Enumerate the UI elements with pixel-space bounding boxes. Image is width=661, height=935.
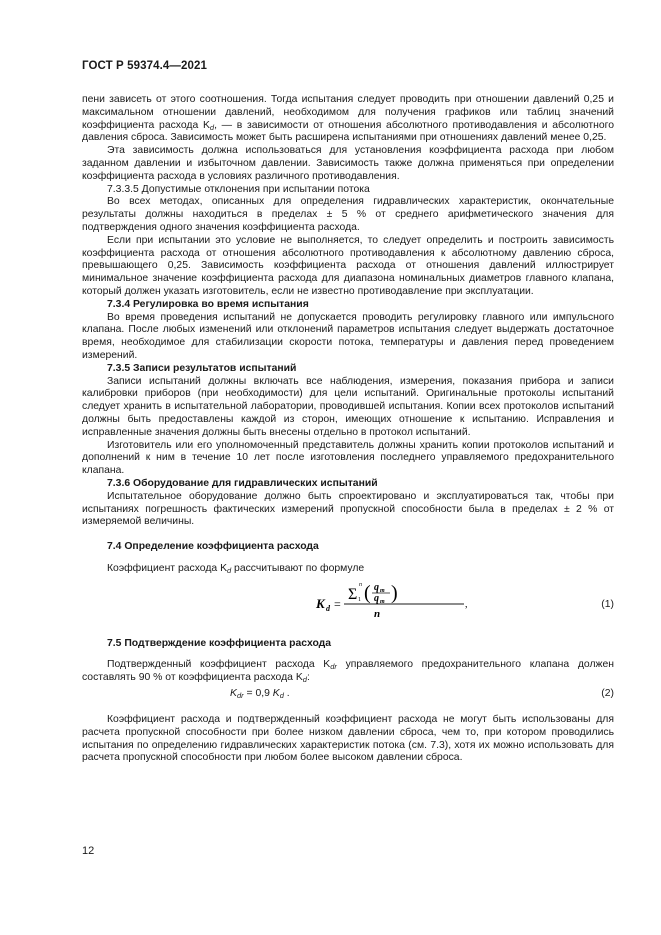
formula-lhs: K xyxy=(316,595,325,611)
section-7-3-3-5-paragraph-1: Во всех методах, описанных для определения гидравлических характеристик, окончательные результаты должны находиться в пределах ± 5 % от среднего арифметического значения для подтверждения одного значения коэффициента расхода. xyxy=(82,196,614,233)
formula-numerator: q xyxy=(374,581,379,593)
section-7-3-6-paragraph-1: Испытательное оборудование должно быть спроектировано и эксплуатироваться так, чтобы при испытаниях погрешность фактических измерений пропускной способности была в пределах ± 2 % от измеряемой величины. xyxy=(82,490,614,528)
equation-number-1: (1) xyxy=(601,598,614,610)
formula-paren-close: ) xyxy=(391,581,398,604)
section-7-3-3-5-paragraph-2: Если при испытании это условие не выполняется, то следует определить и построить зависимость коэффициента расхода от отношения абсолютного противодавления к абсолютному давлению сброса, превышающего 0,25. Зависимость коэффициента расхода от отношения давлений иллюстрирует минимальное значение коэффициента расхода для диапазона номинальных диаметров главного клапана, который должен указать изготовитель, если не известно противодавление при эксплуатации. xyxy=(82,234,614,297)
formula-2 xyxy=(82,688,614,705)
section-7-5-paragraph-2: Коэффициент расхода и подтвержденный коэффициент расхода не могут быть использованы для расчета пропускной способности при более низком давлении сброса, чем то, при котором проводились испытания по определению гидравлических характеристик потока (см. 7.3), хотя их можно использовать для расчета пропускной способности при любом более высоком давлении сброса. xyxy=(82,714,614,764)
formula-trailing-comma: , xyxy=(465,598,468,610)
equation-number-2: (2) xyxy=(601,688,614,700)
section-7-5-title: 7.5 Подтверждение коэффициента расхода xyxy=(107,637,332,649)
document-header: ГОСТ Р 59374.4—2021 xyxy=(82,60,207,72)
formula-2-text: $K_{dr} = 0,9$ $K_d$ . xyxy=(230,688,290,701)
intro-paragraph-2: Эта зависимость должна использоваться для установления коэффициента расхода при любом заданном давлении и избыточном давлении. Зависимость также должна применяться при определении коэффициента расхода в условиях различного противодавления. xyxy=(82,145,614,182)
formula-1-graphic xyxy=(314,578,474,626)
formula-sum-to: n xyxy=(359,581,362,588)
section-7-5-paragraph-1: Подтвержденный коэффициент расхода $K_{dr}$ управляемого предохранительного клапана должен составлять 90 % от коэффициента расхода $K_d$: xyxy=(82,659,614,685)
section-7-3-5-title: 7.3.5 Записи результатов испытаний xyxy=(107,362,297,374)
formula-denominator: q xyxy=(374,592,379,604)
formula-numerator-sub: m xyxy=(380,587,385,594)
page-number: 12 xyxy=(82,845,95,857)
section-7-3-5-paragraph-2: Изготовитель или его уполномоченный представитель должны хранить копии протоколов испытаний и дополнений к ним в течение 10 лет после изготовления последнего управляемого предохранительного клапана. xyxy=(82,439,614,477)
section-7-4-paragraph-1: Коэффициент расхода $K_d$ рассчитывают по формуле xyxy=(107,562,365,575)
section-7-4-title: 7.4 Определение коэффициента расхода xyxy=(107,541,319,553)
section-7-3-4-paragraph-1: Во время проведения испытаний не допускается проводить регулировку главного или импульсного клапана. После любых изменений или отклонений параметров испытания следует выдержать достаточное время, необходимое для стабилизации скорости потока, температуры и давления перед проведением измерений. xyxy=(82,311,614,361)
formula-denominator-sub: m xyxy=(380,598,385,605)
formula-equals: = xyxy=(334,596,341,611)
formula-sum-sign: Σ xyxy=(348,585,358,603)
formula-1 xyxy=(82,576,614,626)
formula-lhs-sub: d xyxy=(326,603,330,613)
section-7-3-5-paragraph-1: Записи испытаний должны включать все наблюдения, измерения, показания прибора и записи калибровки приборов (при необходимости) для цели испытаний. Оригинальные протоколы испытаний следует хранить в испытательной лаборатории, проводившей испытания. Копии всех протоколов испытаний должны быть предоставлены каждой из сторон, имеющих отношение к испытанию. Исправления и исправленные значения должны быть внесены отдельно в протокол испытаний. xyxy=(82,375,614,438)
formula-sum-from: 1 xyxy=(358,596,361,603)
section-7-3-3-5-title: 7.3.3.5 Допустимые отклонения при испытании потока xyxy=(107,183,370,195)
section-7-3-4-title: 7.3.4 Регулировка во время испытания xyxy=(107,298,309,310)
section-7-3-6-title: 7.3.6 Оборудование для гидравлических испытаний xyxy=(107,477,378,489)
intro-paragraph-1: пени зависеть от этого соотношения. Тогда испытания следует проводить при отношении давлений 0,25 и максимальном отношении давлений, необходимом для получения графиков или таблиц значений коэффициента расхода $K_d$, — в зависимости от отношения абсолютного противодавления и абсолютного давления сброса. Зависимость может быть расширена испытаниями при отношениях давлений менее 0,25. xyxy=(82,94,614,144)
document-body xyxy=(82,94,614,765)
formula-paren-open: ( xyxy=(364,581,371,604)
formula-divisor: n xyxy=(374,607,381,620)
